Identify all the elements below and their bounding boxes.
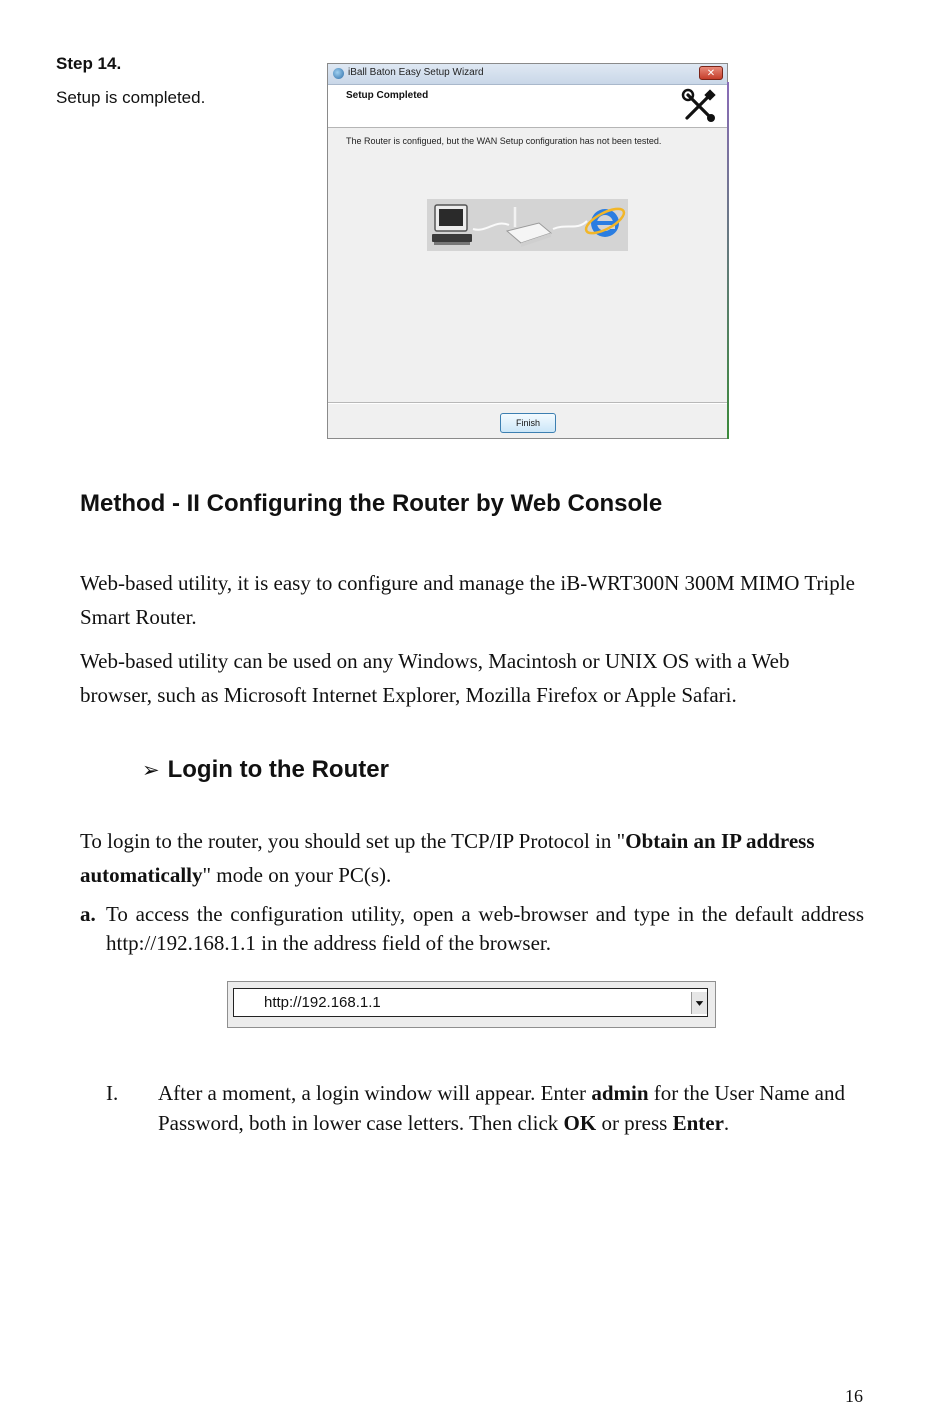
page-number: 16 — [845, 1386, 863, 1406]
address-bar — [227, 981, 716, 1028]
router-icon — [507, 207, 551, 247]
list-item-text — [158, 1078, 864, 1138]
app-icon — [333, 68, 344, 79]
text-run: for the User Name and Password, both in lower case letters. Then click — [158, 1081, 846, 1135]
text-run: After a moment, a login window will appear. Enter — [158, 1081, 592, 1105]
finish-button[interactable]: Finish — [500, 413, 556, 433]
computer-icon — [432, 205, 472, 245]
section-heading: Method - II Configuring the Router by Web Console — [80, 490, 663, 517]
chevron-down-icon[interactable] — [691, 992, 707, 1014]
wizard-titlebar — [328, 64, 727, 85]
address-url: http://192.168.1.1 — [264, 994, 381, 1011]
arrow-bullet-icon: ➢ — [142, 758, 160, 782]
login-heading: Login to the Router — [167, 756, 389, 783]
text-run: . — [723, 1111, 730, 1135]
login-intro-text: " mode on your PC(s). — [202, 863, 392, 887]
wizard-header-title: Setup Completed — [346, 90, 429, 101]
login-intro — [80, 824, 866, 892]
intro-paragraph-1: Web-based utility, it is easy to configure and manage the iB-WRT300N 300M MIMO Triple Smart Router. — [80, 571, 855, 629]
wizard-separator — [328, 402, 727, 404]
window-edge — [727, 82, 729, 439]
emphasis-enter: Enter — [672, 1111, 724, 1135]
step-number: Step 14. — [56, 54, 122, 73]
list-marker: a. — [80, 902, 96, 926]
emphasis-ok: OK — [563, 1111, 597, 1135]
list-marker: I. — [106, 1081, 119, 1105]
setup-wizard-window — [327, 63, 728, 439]
address-input[interactable] — [233, 988, 708, 1017]
login-intro-emphasis: Obtain an IP address automatically — [80, 829, 815, 887]
wizard-header — [328, 85, 727, 128]
step-description: Setup is completed. — [56, 88, 206, 107]
close-button[interactable]: ✕ — [699, 66, 723, 80]
login-intro-text: To login to the router, you should set up the TCP/IP Protocol in " — [80, 829, 626, 853]
network-diagram — [427, 199, 628, 251]
login-subheading — [142, 756, 389, 784]
list-item-text: To access the configuration utility, open a web-browser and type in the default address http://192.168.1.1 in the address field of the browser. — [106, 902, 864, 955]
emphasis-username: admin — [591, 1081, 649, 1105]
wizard-window-title: iBall Baton Easy Setup Wizard — [348, 67, 484, 78]
text-run: or press — [596, 1111, 673, 1135]
intro-paragraph-2: Web-based utility can be used on any Windows, Macintosh or UNIX OS with a Web browser, such as Microsoft Internet Explorer, Mozilla Firefox or Apple Safari. — [80, 649, 790, 707]
internet-explorer-icon — [583, 204, 628, 238]
wizard-message: The Router is configued, but the WAN Setup configuration has not been tested. — [346, 136, 662, 146]
tools-icon — [680, 87, 718, 125]
